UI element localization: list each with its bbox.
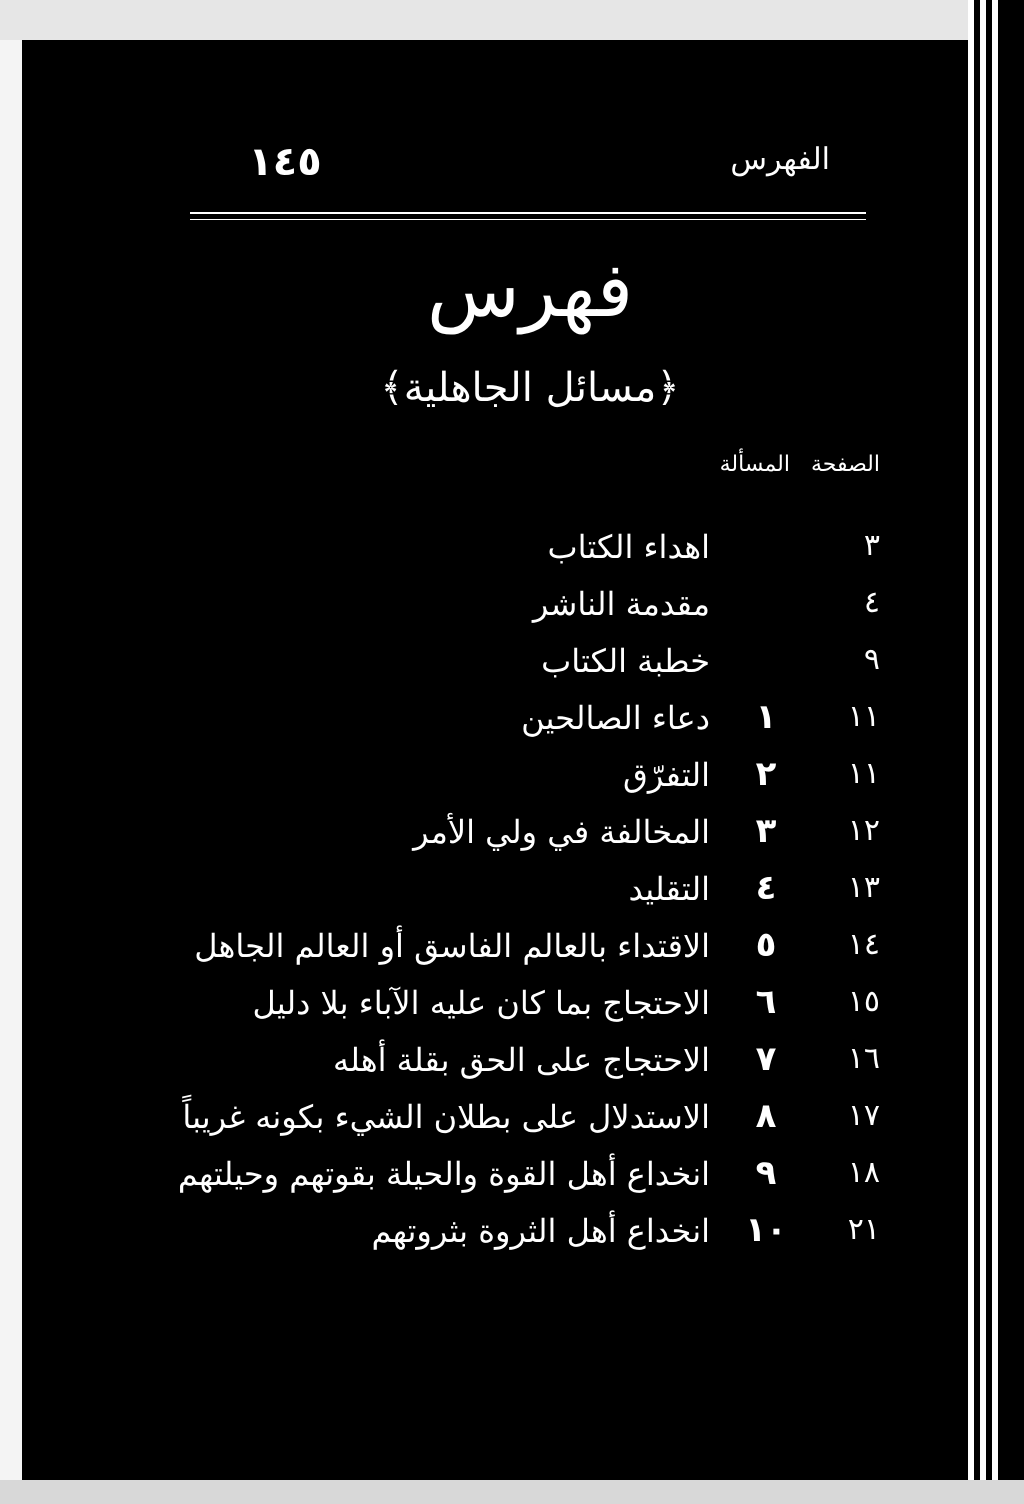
toc-page: ١٨ bbox=[847, 1155, 880, 1190]
toc-title: خطبة الكتاب bbox=[541, 642, 710, 680]
toc-page: ١٤ bbox=[847, 927, 880, 962]
toc-row bbox=[220, 862, 880, 919]
toc-title: التفرّق bbox=[623, 756, 710, 794]
toc-issue-number: ٤ bbox=[755, 868, 777, 908]
toc-issue-number: ٩ bbox=[755, 1153, 777, 1193]
toc-issue-number: ١٠ bbox=[745, 1210, 787, 1250]
toc-page: ١٧ bbox=[847, 1098, 880, 1133]
toc-page: ١٣ bbox=[847, 870, 880, 905]
toc-title: الاحتجاج على الحق بقلة أهله bbox=[332, 1041, 710, 1079]
toc-issue-number: ٧ bbox=[755, 1039, 777, 1079]
toc-issue-number: ٢ bbox=[755, 754, 777, 794]
header-rule-thin bbox=[190, 219, 866, 220]
book-subtitle: ﴿مسائل الجاهلية﴾ bbox=[380, 365, 680, 411]
toc-title: الاقتداء بالعالم الفاسق أو العالم الجاهل bbox=[194, 927, 710, 965]
toc-title: اهداء الكتاب bbox=[547, 528, 710, 566]
toc-title: الاحتجاج بما كان عليه الآباء بلا دليل bbox=[252, 984, 710, 1022]
page-top-margin bbox=[0, 0, 968, 40]
toc-title: الاستدلال على بطلان الشيء بكونه غريباً bbox=[182, 1098, 710, 1136]
toc-issue-number: ١ bbox=[755, 697, 777, 737]
toc-row bbox=[220, 1033, 880, 1090]
toc-row bbox=[220, 1204, 880, 1261]
toc-page: ٩ bbox=[863, 642, 880, 677]
header-rule bbox=[190, 212, 866, 214]
toc-page: ١٦ bbox=[847, 1041, 880, 1076]
column-header-issue: المسألة bbox=[719, 452, 790, 477]
toc-page: ١١ bbox=[847, 756, 880, 791]
page-number: ١٤٥ bbox=[248, 139, 322, 185]
page-bottom-margin bbox=[0, 1480, 1024, 1504]
toc-row bbox=[220, 520, 880, 577]
toc-row bbox=[220, 577, 880, 634]
toc-row bbox=[220, 748, 880, 805]
table-of-contents bbox=[177, 520, 880, 1261]
toc-row bbox=[220, 691, 880, 748]
toc-page: ٢١ bbox=[847, 1212, 880, 1247]
index-title: فهرس bbox=[426, 245, 634, 334]
book-edge bbox=[968, 0, 1024, 1504]
toc-title: انخداع أهل الثروة بثروتهم bbox=[371, 1212, 710, 1250]
toc-issue-number: ٥ bbox=[755, 925, 777, 965]
toc-page: ١٥ bbox=[847, 984, 880, 1019]
toc-page: ١٢ bbox=[847, 813, 880, 848]
toc-issue-number: ٨ bbox=[755, 1096, 777, 1136]
toc-issue-number: ٣ bbox=[755, 811, 777, 851]
toc-row bbox=[177, 1147, 880, 1204]
toc-row bbox=[220, 634, 880, 691]
toc-issue-number: ٦ bbox=[755, 982, 777, 1022]
toc-title: التقليد bbox=[628, 870, 710, 908]
toc-page: ١١ bbox=[847, 699, 880, 734]
toc-row bbox=[220, 976, 880, 1033]
toc-page: ٣ bbox=[863, 528, 880, 563]
toc-title: المخالفة في ولي الأمر bbox=[413, 813, 710, 851]
running-title: الفهرس bbox=[730, 142, 830, 177]
toc-row bbox=[220, 805, 880, 862]
column-header-page: الصفحة bbox=[810, 452, 880, 477]
toc-title: مقدمة الناشر bbox=[532, 585, 710, 623]
toc-title: دعاء الصالحين bbox=[521, 699, 710, 737]
toc-page: ٤ bbox=[863, 585, 880, 620]
toc-row bbox=[182, 1090, 880, 1147]
toc-title: انخداع أهل القوة والحيلة بقوتهم وحيلتهم bbox=[177, 1155, 710, 1193]
toc-row bbox=[194, 919, 880, 976]
